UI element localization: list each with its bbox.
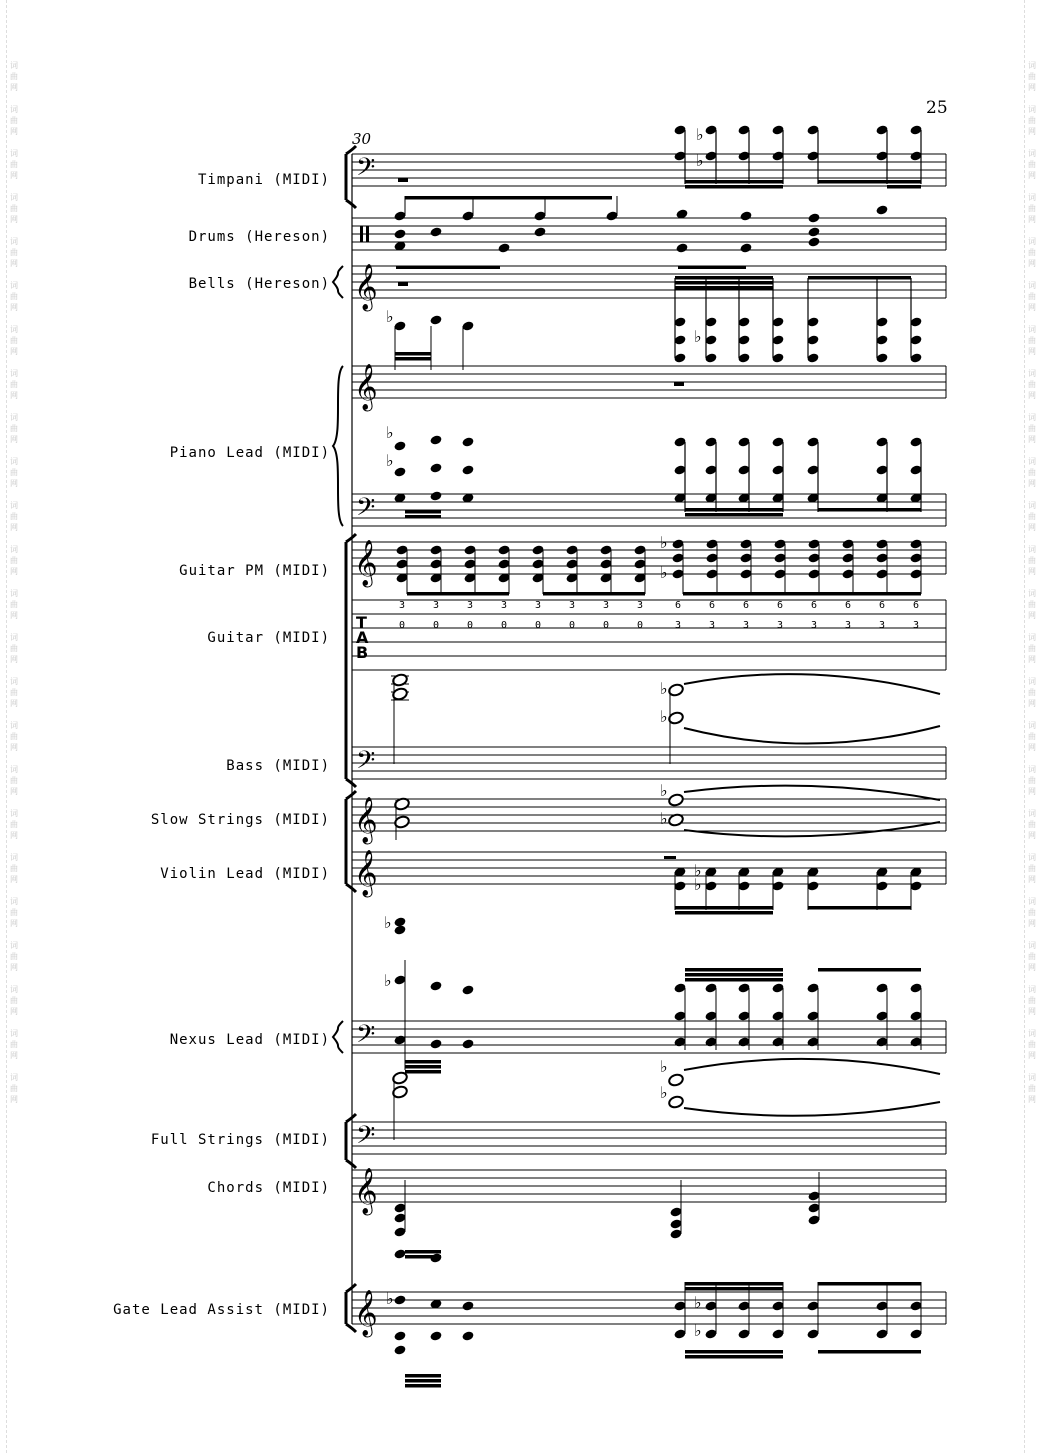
watermark-right: 词 曲 网 词 曲 网 词 曲 网 词 曲 网 词 曲 网 词 曲 网 词 曲 网 词 曲 网 词 曲 网 词 曲 网 词 曲 网 词 曲 网 词 曲 网 词 曲 网 词 曲 网 词 曲 网 词 曲 网 词 曲 网 词 曲 网 词 曲 网 词 曲 网 词 曲 网 词 曲 网 词 曲 网 (1024, 0, 1039, 1453)
beam (405, 510, 441, 514)
treble-clef-icon: 𝄞 (354, 1290, 378, 1336)
flat-icon: ♭ (694, 1293, 702, 1312)
tab-fret-number: 6 (743, 600, 750, 611)
tie (684, 786, 940, 800)
strings-note (668, 793, 685, 807)
flat-icon: ♭ (386, 1289, 394, 1308)
tab-fret-number: 3 (501, 600, 508, 611)
tab-fret-number: 3 (569, 600, 576, 611)
drum-note (533, 226, 546, 237)
beam (887, 185, 921, 189)
gate-note (393, 1248, 406, 1259)
label-guitar-pm: Guitar PM (MIDI) (179, 563, 330, 579)
label-bass: Bass (MIDI) (226, 758, 330, 774)
beam (685, 973, 783, 977)
gate-note (393, 1294, 406, 1305)
label-slow-strings: Slow Strings (MIDI) (150, 812, 330, 828)
tab-fret-number: 3 (399, 600, 406, 611)
flat-icon: ♭ (386, 451, 394, 470)
tab-fret-number: 6 (709, 600, 716, 611)
drum-note (807, 226, 820, 237)
tab-fret-number: 0 (501, 620, 508, 631)
gate-note (461, 1330, 474, 1341)
piano-note (429, 462, 442, 473)
drum-cymbal-note (875, 204, 888, 215)
treble-clef-icon: 𝄞 (354, 850, 378, 896)
flat-icon: ♭ (660, 1083, 668, 1102)
label-piano-lead: Piano Lead (MIDI) (169, 445, 330, 461)
beam (675, 286, 773, 290)
beam (808, 276, 911, 280)
tie (684, 822, 940, 836)
beam (818, 1350, 921, 1354)
beam (685, 1287, 783, 1291)
tab-fret-number: 3 (433, 600, 440, 611)
label-full-strings: Full Strings (MIDI) (150, 1132, 330, 1148)
tab-letter: A (356, 628, 369, 647)
half-rest (398, 282, 408, 286)
beam (405, 1250, 441, 1254)
tab-letter: T (356, 613, 367, 632)
beam (407, 592, 509, 596)
beam (685, 513, 783, 517)
nexus-note (461, 1038, 474, 1049)
beam (818, 508, 921, 512)
label-drums: Drums (Hereson) (188, 229, 330, 245)
flat-icon: ♭ (660, 533, 668, 552)
half-rest (398, 178, 408, 182)
treble-clef-icon: 𝄞 (354, 540, 378, 586)
drum-note (393, 228, 406, 239)
beam (395, 352, 431, 356)
beam (685, 180, 783, 184)
drum-beam (405, 196, 612, 200)
beam (685, 185, 783, 189)
bass-clef-icon: 𝄢 (356, 153, 376, 188)
brace-nexus-lead (333, 1021, 343, 1053)
label-guitar: Guitar (MIDI) (207, 630, 330, 646)
flat-icon: ♭ (694, 861, 702, 880)
nexus-note (461, 984, 474, 995)
beam (675, 911, 773, 915)
bass-clef-icon: 𝄢 (356, 746, 376, 781)
watermark-left: 词 曲 网 词 曲 网 词 曲 网 词 曲 网 词 曲 网 词 曲 网 词 曲 网 词 曲 网 词 曲 网 词 曲 网 词 曲 网 词 曲 网 词 曲 网 词 曲 网 词 曲 网 词 曲 网 词 曲 网 词 曲 网 词 曲 网 词 曲 网 词 曲 网 词 曲 网 词 曲 网 词 曲 网 (6, 0, 21, 1453)
piano-note (461, 464, 474, 475)
tab-fret-number: 3 (913, 620, 920, 631)
tab-fret-number: 3 (535, 600, 542, 611)
treble-clef-icon: 𝄞 (354, 364, 378, 410)
treble-clef-icon: 𝄞 (354, 264, 378, 310)
half-rest (674, 382, 684, 386)
beam (685, 968, 783, 972)
nexus-note (429, 980, 442, 991)
piano-note (429, 314, 442, 325)
tab-fret-number: 0 (637, 620, 644, 631)
beam (675, 281, 773, 285)
beam (405, 1255, 441, 1259)
beam (685, 508, 783, 512)
beam (685, 978, 783, 982)
tab-fret-number: 3 (709, 620, 716, 631)
gate-note (393, 1344, 406, 1355)
beam (675, 906, 773, 910)
tab-fret-number: 0 (399, 620, 406, 631)
tab-fret-number: 3 (743, 620, 750, 631)
tie (684, 726, 940, 744)
percussion-clef-icon (360, 226, 363, 242)
bass-clef-icon: 𝄢 (356, 493, 376, 528)
label-violin-lead: Violin Lead (MIDI) (160, 866, 330, 882)
beam (405, 1374, 441, 1378)
label-gate-lead-assist: Gate Lead Assist (MIDI) (113, 1302, 330, 1318)
drum-note (675, 242, 688, 253)
beam (683, 592, 921, 596)
drum-beam (678, 266, 746, 269)
bass-clef-icon: 𝄢 (356, 1020, 376, 1055)
flat-icon: ♭ (660, 707, 668, 726)
brace-piano-lead (333, 366, 343, 526)
tab-fret-number: 6 (777, 600, 784, 611)
drum-note (497, 242, 510, 253)
beam (808, 906, 911, 910)
flat-icon: ♭ (660, 1057, 668, 1076)
piano-note (461, 436, 474, 447)
flat-icon: ♭ (660, 781, 668, 800)
nexus-note (393, 924, 406, 935)
tab-fret-number: 3 (603, 600, 610, 611)
beam (818, 180, 921, 184)
drum-note (739, 242, 752, 253)
treble-clef-icon: 𝄞 (354, 797, 378, 843)
beam (543, 592, 645, 596)
beam (818, 968, 921, 972)
piano-note (429, 434, 442, 445)
tab-fret-number: 3 (467, 600, 474, 611)
gate-note (429, 1330, 442, 1341)
flat-icon: ♭ (694, 327, 702, 346)
tie (684, 1059, 940, 1074)
flat-icon: ♭ (660, 563, 668, 582)
page-number: 25 (926, 98, 948, 118)
tie (684, 674, 940, 694)
beam (395, 357, 431, 361)
beam (685, 1282, 783, 1286)
flat-icon: ♭ (386, 307, 394, 326)
tab-fret-number: 6 (879, 600, 886, 611)
full-strings-note (668, 1095, 685, 1109)
treble-clef-icon: 𝄞 (354, 1168, 378, 1214)
beam (675, 276, 773, 280)
brace-bells (333, 266, 343, 298)
beam (405, 1065, 441, 1069)
bracket-timpani (346, 146, 356, 208)
measure-number: 30 (352, 130, 372, 148)
tab-letter: B (356, 643, 369, 662)
whole-rest (664, 856, 676, 859)
gate-note (393, 1330, 406, 1341)
tab-fret-number: 3 (777, 620, 784, 631)
beam (405, 1070, 441, 1074)
drum-note (807, 236, 820, 247)
tab-fret-number: 6 (675, 600, 682, 611)
drum-cymbal-note (739, 210, 752, 221)
flat-icon: ♭ (386, 423, 394, 442)
beam (405, 1384, 441, 1388)
beam (818, 1282, 921, 1286)
tab-fret-number: 0 (433, 620, 440, 631)
piano-note (393, 440, 406, 451)
label-timpani: Timpani (MIDI) (197, 172, 330, 188)
tab-fret-number: 6 (845, 600, 852, 611)
flat-icon: ♭ (384, 913, 392, 932)
flat-icon: ♭ (694, 875, 702, 894)
tab-fret-number: 3 (879, 620, 886, 631)
tab-fret-number: 3 (675, 620, 682, 631)
beam (685, 1355, 783, 1359)
tab-fret-number: 3 (811, 620, 818, 631)
tie (684, 1102, 940, 1116)
tab-fret-number: 0 (569, 620, 576, 631)
label-chords: Chords (MIDI) (207, 1180, 330, 1196)
nexus-note (429, 1038, 442, 1049)
beam (685, 1350, 783, 1354)
flat-icon: ♭ (696, 125, 704, 144)
tab-fret-number: 6 (811, 600, 818, 611)
tab-fret-number: 3 (637, 600, 644, 611)
gate-note (461, 1300, 474, 1311)
beam (405, 1060, 441, 1064)
percussion-clef-icon (366, 226, 369, 242)
flat-icon: ♭ (384, 971, 392, 990)
beam (405, 515, 441, 519)
flat-icon: ♭ (660, 809, 668, 828)
drum-beam (396, 266, 500, 269)
label-bells: Bells (Hereson) (188, 276, 330, 292)
full-strings-note (668, 1073, 685, 1087)
tab-fret-number: 0 (603, 620, 610, 631)
beam (405, 1379, 441, 1383)
drum-cymbal-note (807, 212, 820, 223)
flat-icon: ♭ (660, 679, 668, 698)
flat-icon: ♭ (694, 1321, 702, 1340)
tab-fret-number: 0 (535, 620, 542, 631)
tab-fret-number: 6 (913, 600, 920, 611)
flat-icon: ♭ (696, 151, 704, 170)
drum-note (429, 226, 442, 237)
tab-fret-number: 0 (467, 620, 474, 631)
piano-note (393, 466, 406, 477)
label-nexus-lead: Nexus Lead (MIDI) (169, 1032, 330, 1048)
tab-fret-number: 3 (845, 620, 852, 631)
piano-note (429, 490, 442, 501)
bass-clef-icon: 𝄢 (356, 1121, 376, 1156)
